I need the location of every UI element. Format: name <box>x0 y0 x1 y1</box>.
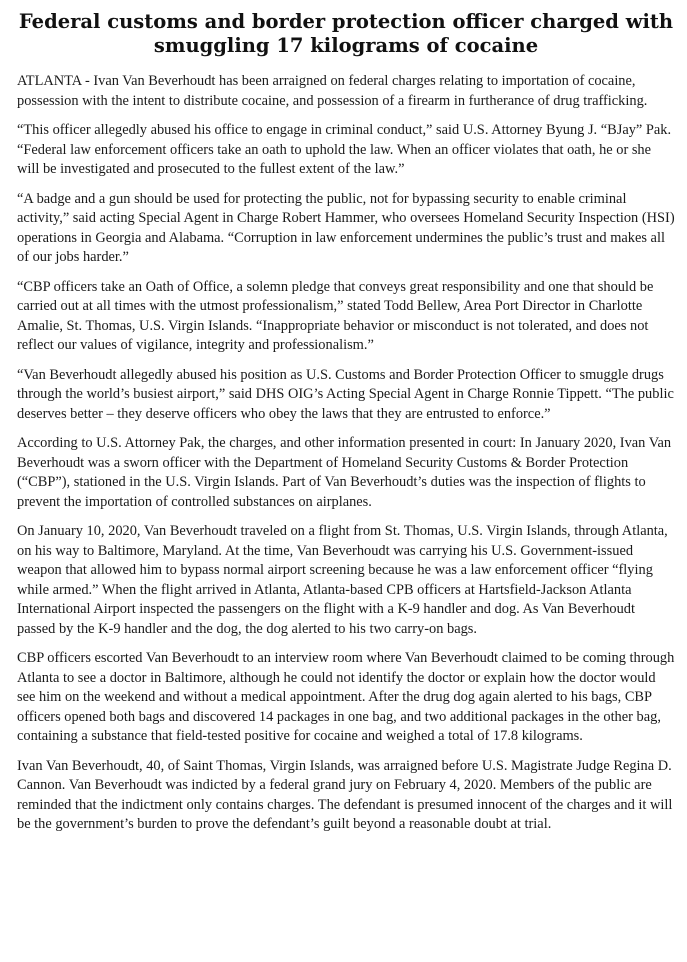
article-headline: Federal customs and border protection officer charged with smuggling 17 kilograms of cocaine <box>18 10 674 57</box>
paragraph-hsi-quote: “A badge and a gun should be used for protecting the public, not for bypassing security to enable criminal activity,” said acting Special Agent in Charge Robert Hammer, who oversees Homeland Security Inspection (HSI) operations in Georgia and Alabama. “Corruption in law enforcement undermines the public’s trust and makes all of our jobs harder.” <box>17 190 675 265</box>
paragraph-oig-quote: “Van Beverhoudt allegedly abused his position as U.S. Customs and Border Protection Officer to smuggle drugs through the world’s busiest airport,” said DHS OIG’s Acting Special Agent in Charge Ronnie Tippett. “The public deserves better – they deserve officers who obey the laws that they are entrusted to enforce.” <box>17 366 674 422</box>
paragraph-background: According to U.S. Attorney Pak, the charges, and other information presented in court: In January 2020, Ivan Van Beverhoudt was a sworn officer with the Department of Homeland Security Customs & Border Protection (“CBP”), stationed in the U.S. Virgin Islands. Part of Van Beverhoudt’s duties was the inspection of flights to prevent the importation of controlled substances on airplanes. <box>17 435 672 510</box>
paragraph-cbp-quote: “CBP officers take an Oath of Office, a solemn pledge that conveys great responsibility and one that should be carried out at all times with the utmost professionalism,” stated Todd Bellew, Area Port Director in Charlotte Amalie, St. Thomas, U.S. Virgin Islands. “Inappropriate behavior or misconduct is not tolerated, and does not reflect our values of vigilance, integrity and professionalism.” <box>17 278 654 353</box>
paragraph-interview: CBP officers escorted Van Beverhoudt to an interview room where Van Beverhoudt claimed to be coming through Atlanta to see a doctor in Baltimore, although he could not identify the doctor or explain how the doctor would see him on the weekend and without a medical appointment. After the drug dog again alerted to his bags, CBP officers opened both bags and discovered 14 packages in one bag, and two additional packages in the other bag, containing a substance that field-tested positive for cocaine and weighed a total of 17.8 kilograms. <box>17 650 675 744</box>
paragraph-flight: On January 10, 2020, Van Beverhoudt traveled on a flight from St. Thomas, U.S. Virgin Islands, through Atlanta, on his way to Baltimore, Maryland. At the time, Van Beverhoudt was carrying his U.S. Government-issued weapon that allowed him to bypass normal airport screening because he was a law enforcement officer “flying while armed.” When the flight arrived in Atlanta, Atlanta-based CPB officers at Hartsfield-Jackson Atlanta International Airport inspected the passengers on the flight with a K-9 handler and dog. As Van Beverhoudt passed by the K-9 handler and the dog, the dog alerted to his two carry-on bags. <box>17 523 668 637</box>
paragraph-arraignment: Ivan Van Beverhoudt, 40, of Saint Thomas, Virgin Islands, was arraigned before U.S. Magistrate Judge Regina D. Cannon. Van Beverhoudt was indicted by a federal grand jury on February 4, 2020. Members of the public are reminded that the indictment only contains charges. The defendant is presumed innocent of the charges and it will be the government’s burden to prove the defendant’s guilt beyond a reasonable doubt at trial. <box>17 757 673 832</box>
paragraph-intro: ATLANTA - Ivan Van Beverhoudt has been arraigned on federal charges relating to importation of cocaine, possession with the intent to distribute cocaine, and possession of a firearm in furtherance of drug trafficking. <box>17 73 648 109</box>
paragraph-attorney-quote: “This officer allegedly abused his office to engage in criminal conduct,” said U.S. Attorney Byung J. “BJay” Pak. “Federal law enforcement officers take an oath to uphold the law. When an officer violates that oath, he or she will be investigated and prosecuted to the fullest extent of the law.” <box>17 122 672 177</box>
